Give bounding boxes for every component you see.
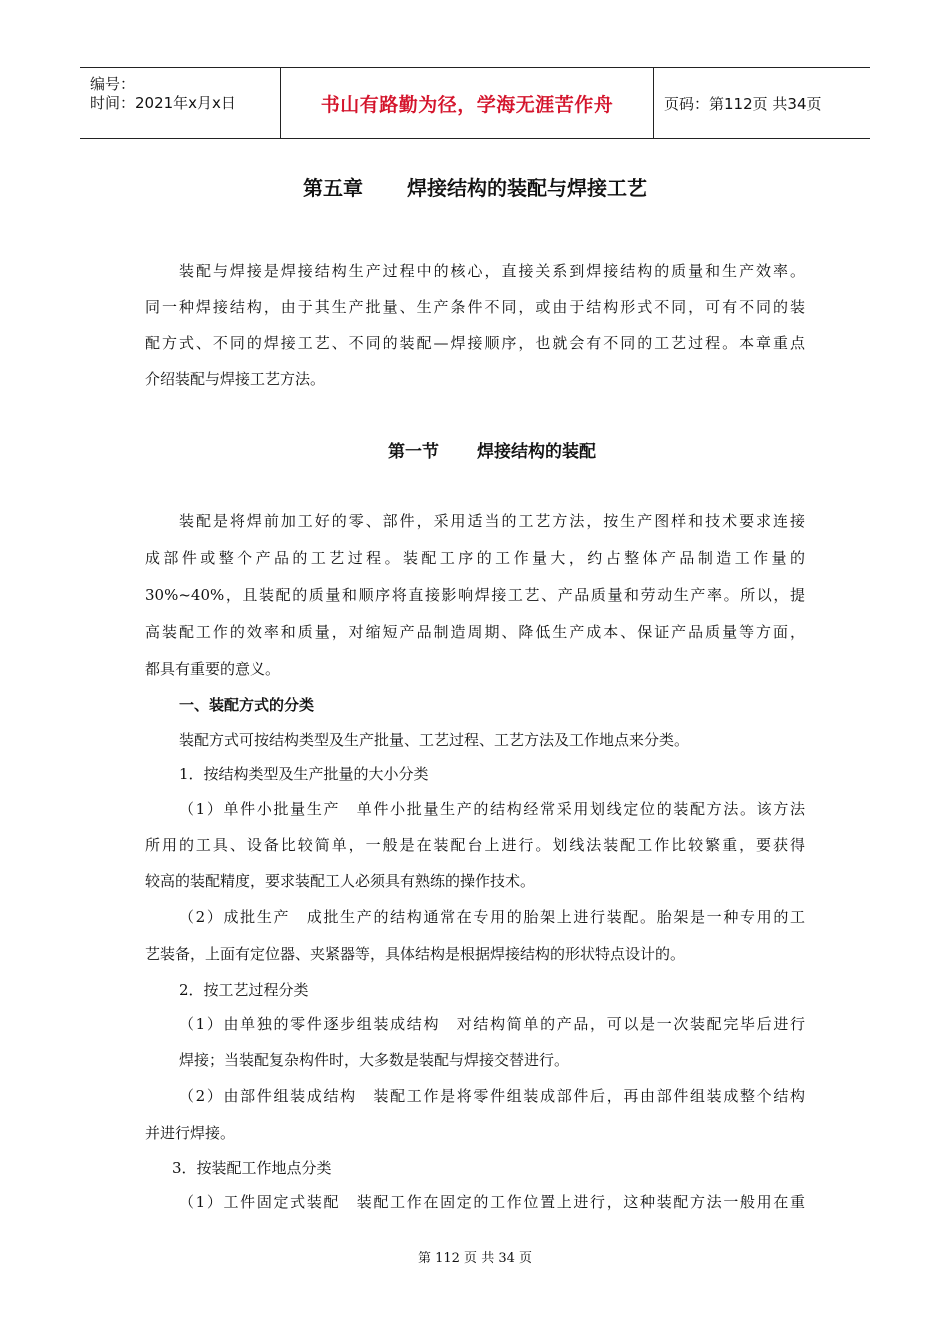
motto: 书山有路勤为径，学海无涯苦作舟	[320, 93, 614, 116]
paragraph-line: 焊接；当装配复杂构件时，大多数是装配与焊接交替进行。	[179, 1051, 570, 1069]
paragraph-line: （1）工件固定式装配 装配工作在固定的工作位置上进行，这种装配方法一般用在重	[179, 1193, 805, 1211]
paragraph-line: 并进行焊接。	[145, 1124, 236, 1142]
paragraph-line: 艺装备，上面有定位器、夹紧器等，具体结构是根据焊接结构的形状特点设计的。	[145, 945, 686, 963]
header-info-cell	[80, 68, 281, 138]
chapter-number: 第五章	[303, 176, 363, 200]
subsection-heading: 一、装配方式的分类	[179, 696, 315, 714]
paragraph-line: 介绍装配与焊接工艺方法。	[145, 370, 326, 388]
paragraph-line: 成部件或整个产品的工艺过程。装配工序的工作量大，约占整体产品制造工作量的	[145, 549, 805, 567]
list-heading: 2．按工艺过程分类	[179, 981, 309, 999]
paragraph-line: 30%~40%，且装配的质量和顺序将直接影响焊接工艺、产品质量和劳动生产率。所以，提	[145, 586, 805, 604]
header-table	[80, 67, 870, 139]
page-footer: 第 112 页 共 34 页	[417, 1251, 533, 1266]
chapter-name: 焊接结构的装配与焊接工艺	[407, 176, 647, 200]
paragraph-line: （1）单件小批量生产 单件小批量生产的结构经常采用划线定位的装配方法。该方法	[179, 800, 805, 818]
section-title	[0, 437, 950, 462]
paragraph-line: 所用的工具、设备比较简单，一般是在装配台上进行。划线法装配工作比较繁重，要获得	[145, 836, 805, 854]
document-number-label: 编号：	[90, 75, 136, 93]
paragraph-line: 配方式、不同的焊接工艺、不同的装配—焊接顺序，也就会有不同的工艺过程。本章重点	[145, 334, 805, 352]
list-heading: 3．按装配工作地点分类	[172, 1159, 332, 1177]
paragraph-line: 装配方式可按结构类型及生产批量、工艺过程、工艺方法及工作地点来分类。	[179, 731, 690, 749]
paragraph-line: （2）成批生产 成批生产的结构通常在专用的胎架上进行装配。胎架是一种专用的工	[179, 908, 805, 926]
paragraph-line: （2）由部件组装成结构 装配工作是将零件组装成部件后，再由部件组装成整个结构	[179, 1087, 805, 1105]
document-time-label: 时间：2021年x月x日	[90, 94, 236, 112]
paragraph-line: 较高的装配精度，要求装配工人必须具有熟练的操作技术。	[145, 872, 536, 890]
paragraph-line: 高装配工作的效率和质量，对缩短产品制造周期、降低生产成本、保证产品质量等方面，	[145, 623, 805, 641]
chapter-title	[0, 172, 950, 201]
paragraph-line: 同一种焊接结构，由于其生产批量、生产条件不同，或由于结构形式不同，可有不同的装	[145, 298, 805, 316]
paragraph-line: 装配与焊接是焊接结构生产过程中的核心，直接关系到焊接结构的质量和生产效率。	[179, 262, 805, 280]
header-page-cell	[654, 68, 870, 138]
section-name: 焊接结构的装配	[477, 442, 596, 462]
paragraph-line: （1）由单独的零件逐步组装成结构 对结构简单的产品，可以是一次装配完毕后进行	[179, 1015, 805, 1033]
list-heading: 1．按结构类型及生产批量的大小分类	[179, 765, 429, 783]
header-motto-cell	[281, 68, 654, 138]
paragraph-line: 装配是将焊前加工好的零、部件，采用适当的工艺方法，按生产图样和技术要求连接	[179, 512, 805, 530]
section-number: 第一节	[388, 442, 439, 462]
page-code: 页码：第112页 共34页	[664, 94, 822, 113]
paragraph-line: 都具有重要的意义。	[145, 660, 281, 678]
